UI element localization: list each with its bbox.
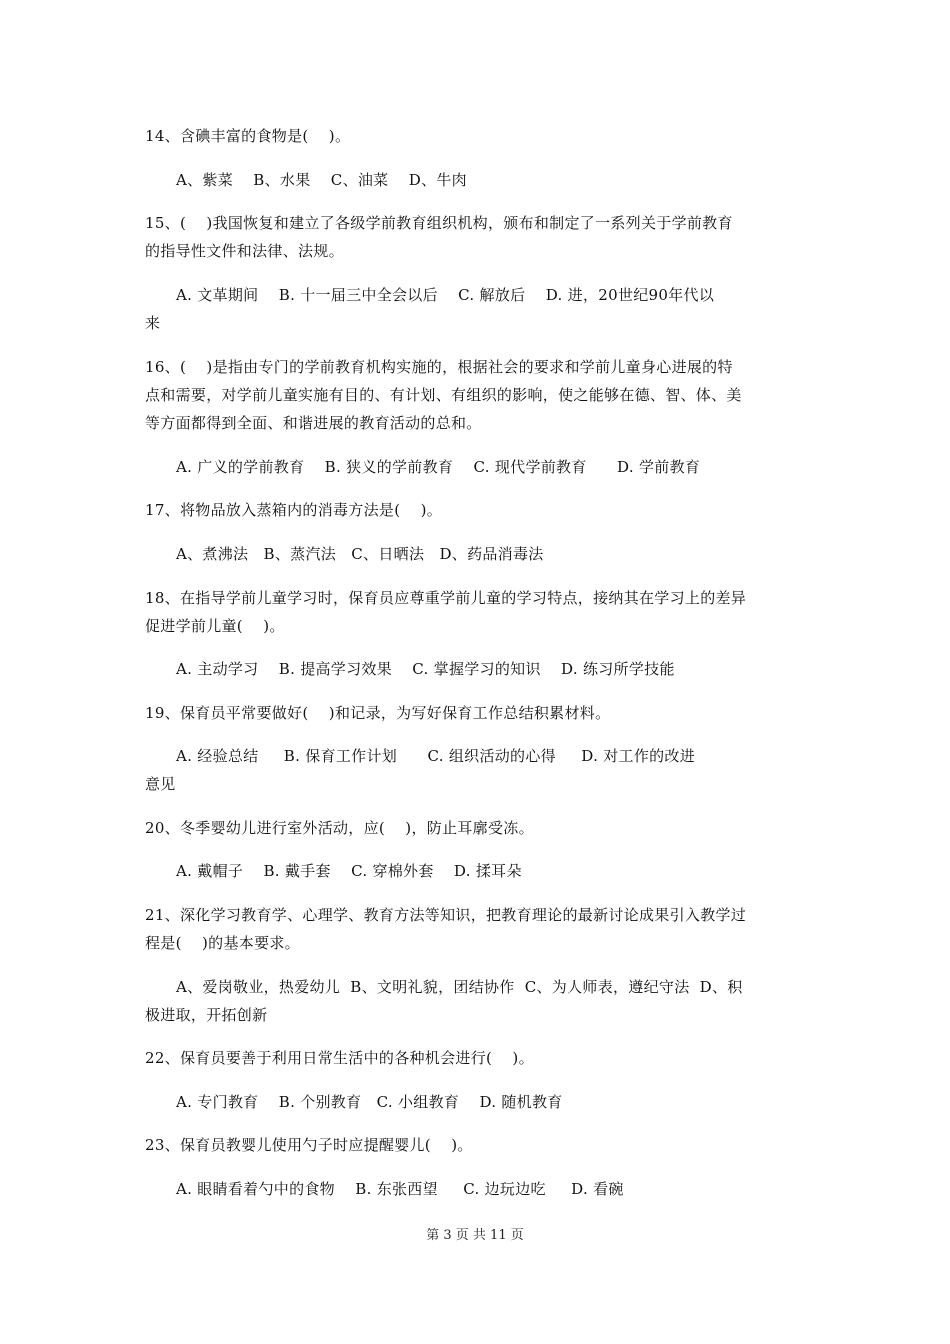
question-15-options: A. 文革期间 B. 十一届三中全会以后 C. 解放后 D. 进，20世纪90年代以 xyxy=(176,286,715,304)
question-18-options: A. 主动学习 B. 提高学习效果 C. 掌握学习的知识 D. 练习所学技能 xyxy=(176,660,675,678)
question-21-stem-cont: 程是( )的基本要求。 xyxy=(145,934,300,952)
question-19-options-cont: 意见 xyxy=(145,775,176,793)
question-16-stem: 16、( )是指由专门的学前教育机构实施的，根据社会的要求和学前儿童身心进展的特 xyxy=(145,358,733,376)
question-20-options: A. 戴帽子 B. 戴手套 C. 穿棉外套 D. 揉耳朵 xyxy=(176,862,522,880)
question-17-options: A、煮沸法 B、蒸汽法 C、日晒法 D、药品消毒法 xyxy=(176,545,544,563)
question-18-stem: 18、在指导学前儿童学习时，保育员应尊重学前儿童的学习特点，接纳其在学习上的差异 xyxy=(145,589,747,607)
question-22-stem: 22、保育员要善于利用日常生活中的各种机会进行( )。 xyxy=(145,1049,534,1067)
question-21-options-cont: 极进取，开拓创新 xyxy=(145,1006,268,1024)
question-19-options: A. 经验总结 B. 保育工作计划 C. 组织活动的心得 D. 对工作的改进 xyxy=(176,747,696,765)
question-20-stem: 20、冬季婴幼儿进行室外活动，应( )，防止耳廓受冻。 xyxy=(145,819,534,837)
question-16-stem-cont: 点和需要，对学前儿童实施有目的、有计划、有组织的影响，使之能够在德、智、体、美 xyxy=(145,386,742,404)
question-16-stem-cont-2: 等方面都得到全面、和谐进展的教育活动的总和。 xyxy=(145,414,482,432)
question-19-stem: 19、保育员平常要做好( )和记录，为写好保育工作总结积累材料。 xyxy=(145,704,611,722)
question-15-options-cont: 来 xyxy=(145,314,161,332)
question-22-options: A. 专门教育 B. 个别教育 C. 小组教育 D. 随机教育 xyxy=(176,1093,563,1111)
question-21-stem: 21、深化学习教育学、心理学、教育方法等知识，把教育理论的最新讨论成果引入教学过 xyxy=(145,906,747,924)
question-23-stem: 23、保育员教婴儿使用勺子时应提醒婴儿( )。 xyxy=(145,1136,473,1154)
page-footer: 第 3 页 共 11 页 xyxy=(426,1228,524,1243)
question-18-stem-cont: 促进学前儿童( )。 xyxy=(145,617,285,635)
question-21-options: A、爱岗敬业，热爱幼儿 B、文明礼貌，团结协作 C、为人师表，遵纪守法 D、积 xyxy=(176,978,743,996)
question-23-options: A. 眼睛看着勺中的食物 B. 东张西望 C. 边玩边吃 D. 看碗 xyxy=(176,1180,624,1198)
question-14-stem: 14、含碘丰富的食物是( )。 xyxy=(145,127,351,145)
question-14-options: A、紫菜 B、水果 C、油菜 D、牛肉 xyxy=(176,171,467,189)
question-17-stem: 17、将物品放入蒸箱内的消毒方法是( )。 xyxy=(145,501,443,519)
question-16-options: A. 广义的学前教育 B. 狭义的学前教育 C. 现代学前教育 D. 学前教育 xyxy=(176,458,701,476)
question-15-stem: 15、( )我国恢复和建立了各级学前教育组织机构，颁布和制定了一系列关于学前教育 xyxy=(145,214,733,232)
question-15-stem-cont: 的指导性文件和法律、法规。 xyxy=(145,242,344,260)
